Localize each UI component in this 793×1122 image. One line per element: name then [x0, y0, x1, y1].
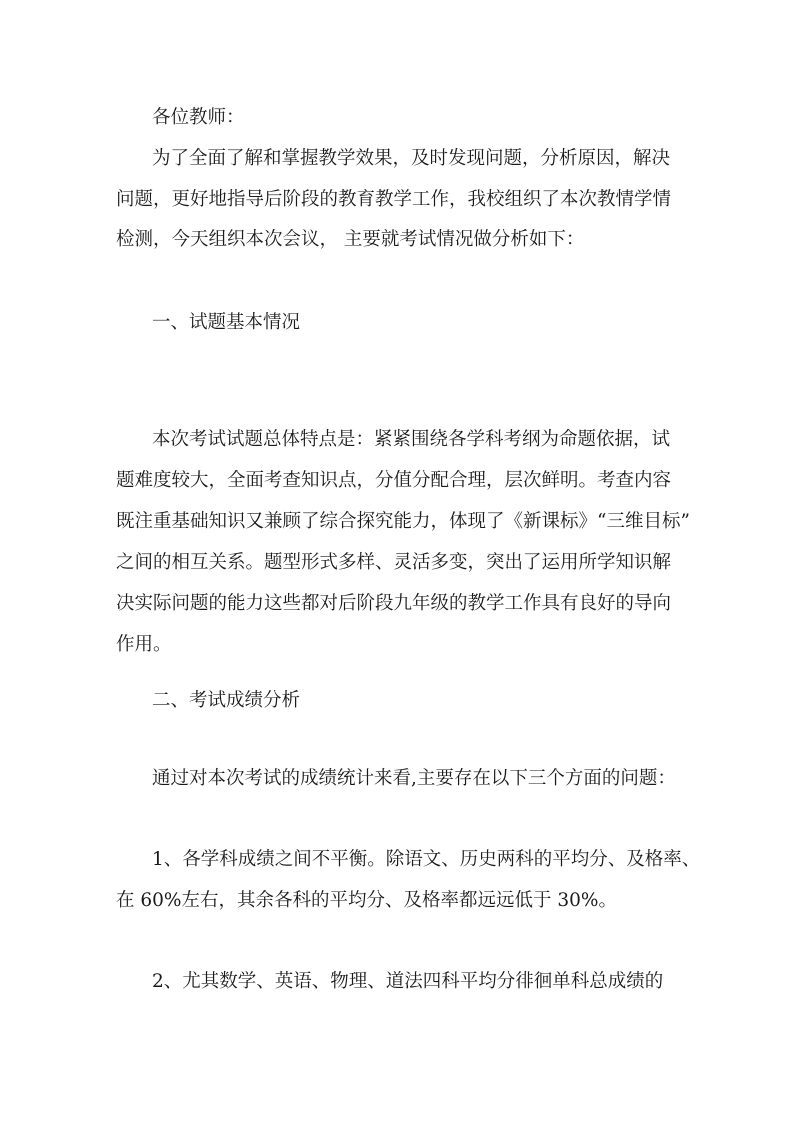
- section-1-line-1: 本次考试试题总体特点是：紧紧围绕各学科考纲为命题依据，试: [152, 429, 671, 450]
- item-1-line-2: 在 60%左右，其余各科的平均分、及格率都远远低于 30%。: [116, 890, 618, 911]
- item-2-line-1: 2、尤其数学、英语、物理、道法四科平均分徘徊单科总成绩的: [152, 971, 664, 992]
- section-2-heading: 二、考试成绩分析: [152, 690, 301, 711]
- intro-line-2: 问题，更好地指导后阶段的教育教学工作，我校组织了本次教情学情: [116, 189, 672, 210]
- section-1-line-2: 题难度较大，全面考查知识点，分值分配合理，层次鲜明。考查内容: [116, 470, 672, 491]
- intro-line-1: 为了全面了解和掌握教学效果，及时发现问题，分析原因，解决: [152, 148, 671, 169]
- section-1-heading: 一、试题基本情况: [152, 312, 301, 333]
- section-1-line-5: 决实际问题的能力这些都对后阶段九年级的教学工作具有良好的导向: [116, 593, 672, 614]
- item-1-line-1: 1、各学科成绩之间不平衡。除语文、历史两科的平均分、及格率、: [152, 849, 701, 870]
- section-1-line-3: 既注重基础知识又兼顾了综合探究能力，体现了《新课标》“三维目标”: [116, 511, 690, 532]
- section-1-line-6: 作用。: [116, 634, 172, 655]
- section-2-intro: 通过对本次考试的成绩统计来看,主要存在以下三个方面的问题：: [152, 768, 676, 789]
- salutation: 各位教师：: [152, 107, 245, 128]
- intro-line-3: 检测，今天组织本次会议， 主要就考试情况做分析如下：: [116, 229, 585, 250]
- section-1-line-4: 之间的相互关系。题型形式多样、灵活多变，突出了运用所学知识解: [116, 552, 672, 573]
